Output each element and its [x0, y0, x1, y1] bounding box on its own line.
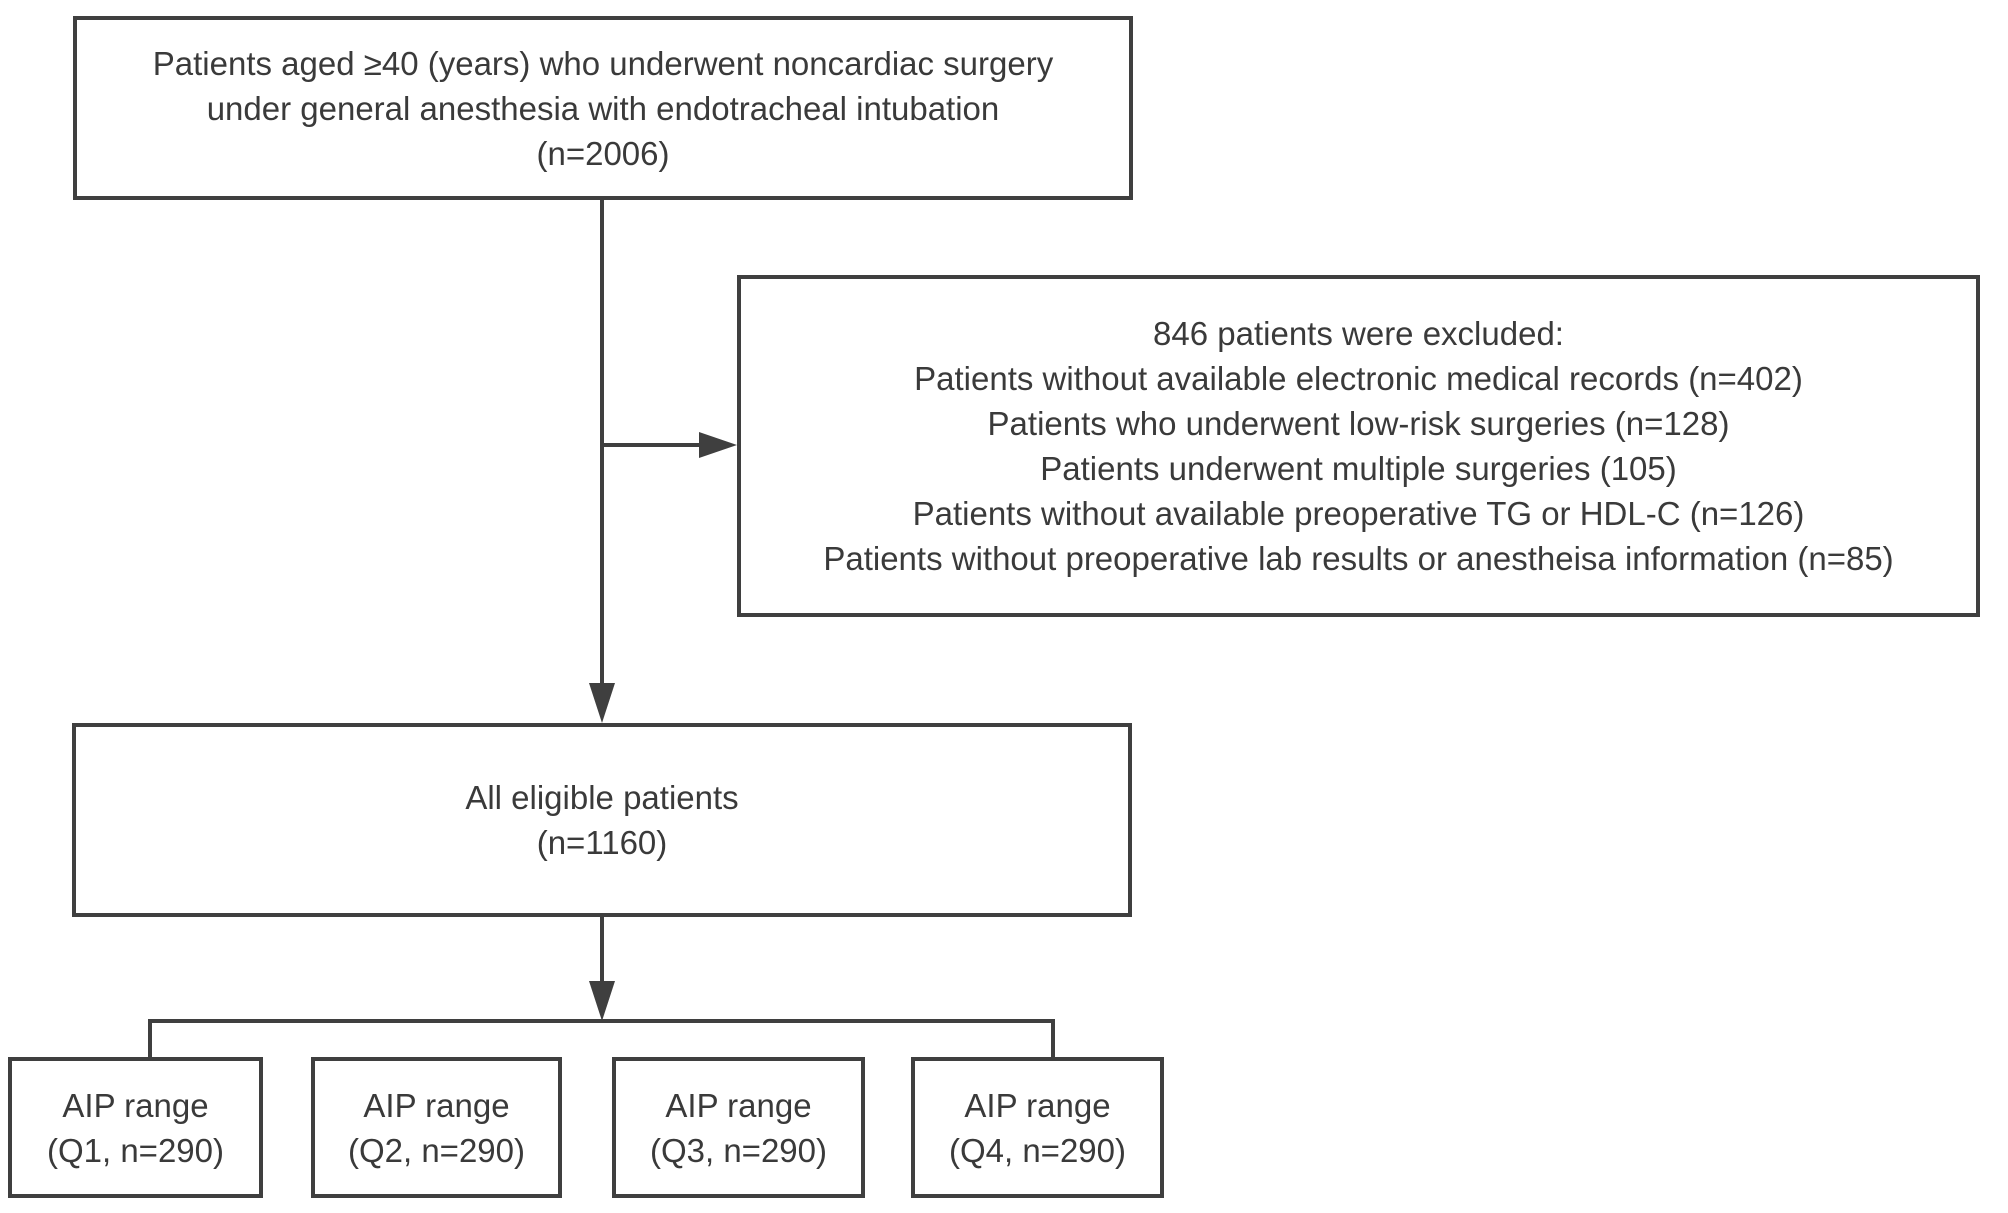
aip-quartile-2-box — [311, 1057, 562, 1198]
aip-quartile-1-box — [8, 1057, 263, 1198]
aip-range-label: AIP range — [964, 1086, 1111, 1124]
aip-range-label: AIP range — [363, 1086, 510, 1124]
arrowhead-down-eligible-icon — [589, 683, 615, 723]
excluded-reason: Patients without preoperative lab results or anestheisa information (n=85) — [823, 540, 1894, 577]
initial-patients-line: under general anesthesia with endotracheal intubation — [206, 89, 1000, 127]
excluded-patients-box — [737, 275, 1980, 617]
initial-patients-line: Patients aged ≥40 (years) who underwent noncardiac surgery — [152, 44, 1054, 82]
arrowhead-down-branch-icon — [589, 981, 615, 1021]
aip-quartile-count: (Q3, n=290) — [649, 1131, 828, 1169]
aip-range-label: AIP range — [62, 1086, 209, 1124]
initial-patients-box — [73, 16, 1133, 200]
eligible-patients-box — [72, 723, 1132, 917]
initial-patients-count: (n=2006) — [536, 134, 670, 172]
aip-quartile-4-box — [911, 1057, 1164, 1198]
eligible-patients-line: All eligible patients — [465, 779, 739, 816]
aip-quartile-3-box — [612, 1057, 865, 1198]
eligible-patients-count: (n=1160) — [536, 824, 668, 861]
aip-quartile-count: (Q2, n=290) — [347, 1131, 526, 1169]
aip-quartile-count: (Q1, n=290) — [46, 1131, 225, 1169]
excluded-reason: Patients underwent multiple surgeries (105) — [1040, 450, 1677, 487]
arrowhead-right-excluded-icon — [699, 432, 737, 458]
excluded-header: 846 patients were excluded: — [1153, 315, 1564, 352]
excluded-reason: Patients without available preoperative TG or HDL-C (n=126) — [912, 495, 1805, 532]
excluded-reason: Patients without available electronic medical records (n=402) — [914, 360, 1803, 397]
excluded-reason: Patients who underwent low-risk surgeries (n=128) — [987, 405, 1730, 442]
aip-range-label: AIP range — [665, 1086, 812, 1124]
aip-quartile-count: (Q4, n=290) — [948, 1131, 1127, 1169]
